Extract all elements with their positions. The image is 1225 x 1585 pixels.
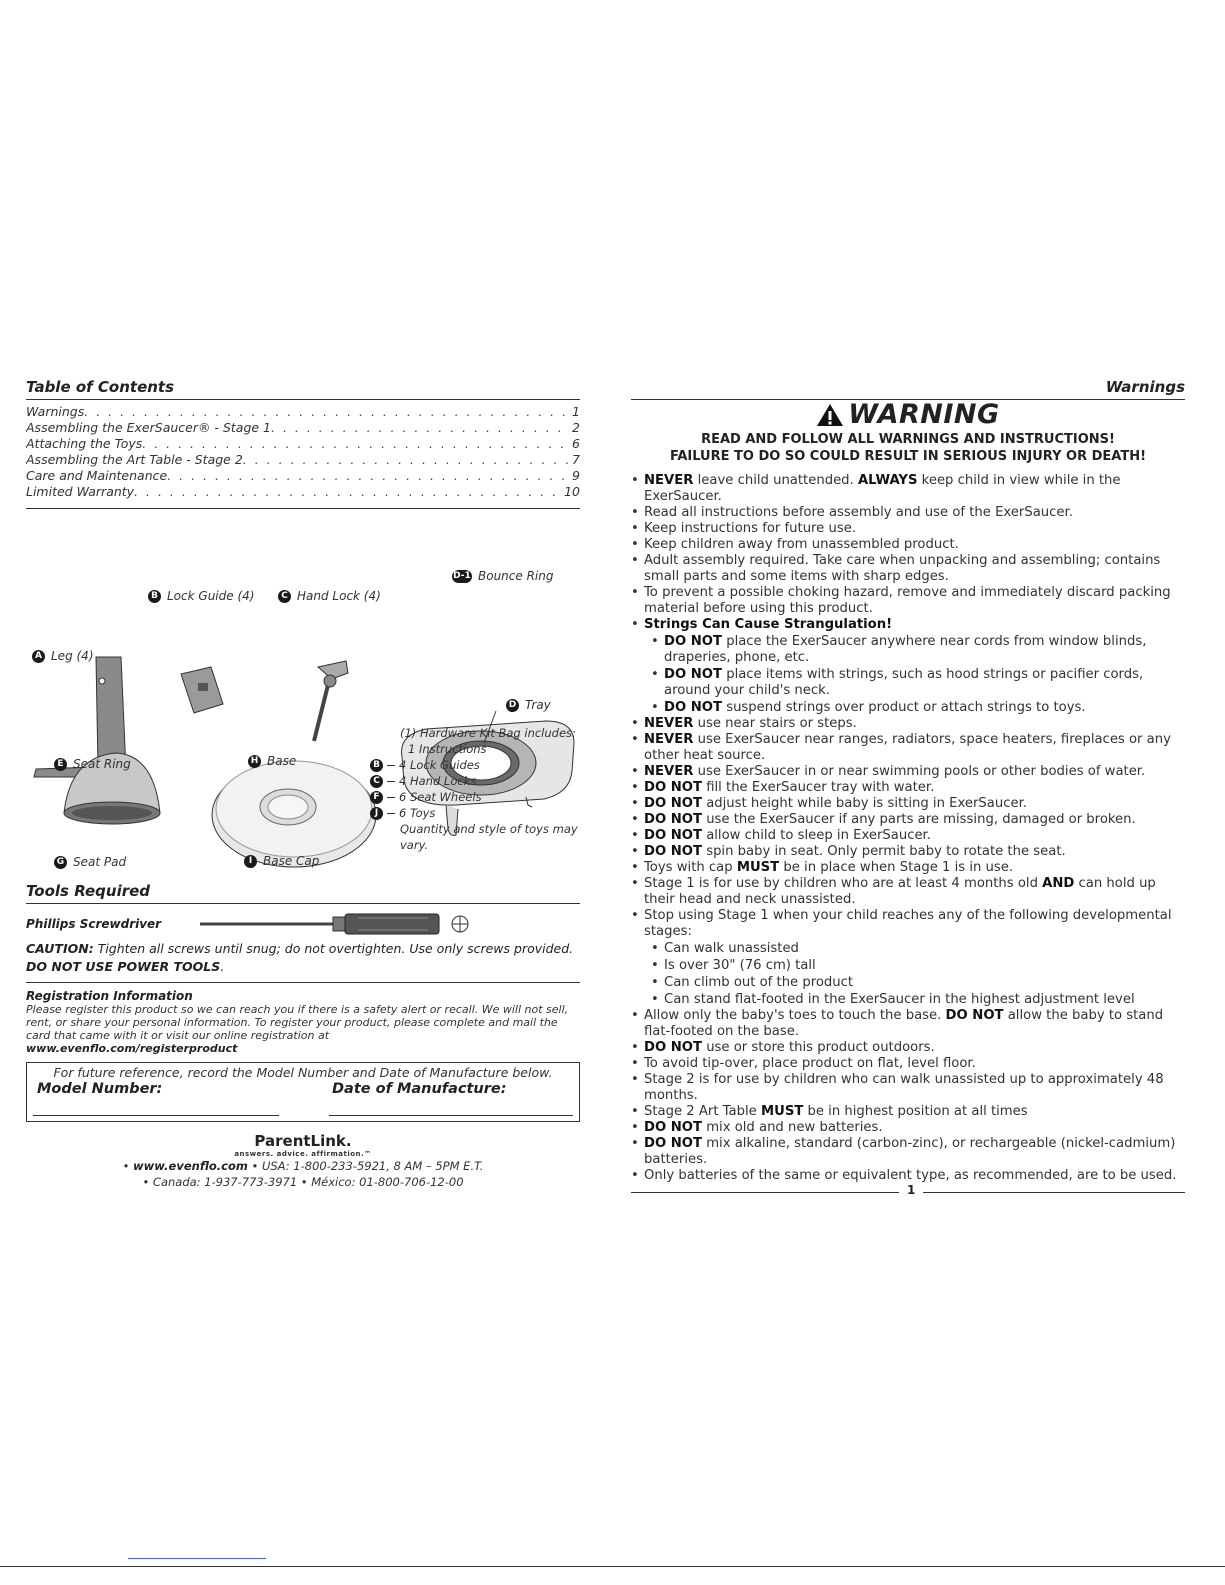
contact-line-2: • Canada: 1-937-773-3971 • México: 01-800-706-12-00 <box>142 1175 464 1189</box>
record-hint: For future reference, record the Model Number and Date of Manufacture below. <box>53 1065 553 1080</box>
warning-item <box>631 844 1185 860</box>
warning-item <box>631 1104 1185 1120</box>
registration-text: Please register this product so we can reach you if there is a safety alert or recall. We will not sell, rent, or share your personal information. To register your product, please complete and mail the card that came with it or visit our online registration at <box>26 1003 569 1042</box>
warning-item <box>631 505 1185 521</box>
badge-d1: D-1 <box>453 570 471 581</box>
part-label-bounce-ring <box>452 569 553 583</box>
warning-text: Toys with cap <box>644 860 737 875</box>
toc-entry[interactable] <box>26 436 580 452</box>
warning-emphasis: DO NOT <box>644 812 702 827</box>
toc-leader <box>84 404 569 420</box>
toc-leader <box>142 436 569 452</box>
warning-header <box>631 400 1185 465</box>
warning-text: Allow only the baby's toes to touch the base. <box>644 1008 946 1023</box>
toc-entry[interactable] <box>26 420 580 436</box>
warning-text: use the ExerSaucer if any parts are missing, damaged or broken. <box>702 812 1136 827</box>
warning-item <box>631 585 1185 617</box>
warning-item <box>631 537 1185 553</box>
badge-b: B <box>148 590 161 603</box>
warning-text: Stage 2 is for use by children who can walk unassisted up to approximately 48 months. <box>644 1072 1164 1103</box>
warning-text: Can walk unassisted <box>664 941 799 956</box>
kit-item <box>370 757 580 773</box>
lock-guide-illustration <box>181 667 223 713</box>
badge-a: A <box>32 650 45 663</box>
caution-note: CAUTION: Tighten all screws until snug; do not overtighten. Use only screws provided. DO NOT USE POWER TOOLS. <box>26 940 580 983</box>
warning-text: fill the ExerSaucer tray with water. <box>702 780 935 795</box>
toc-entry-page: 10 <box>564 484 580 499</box>
warning-text: Keep children away from unassembled product. <box>644 537 959 552</box>
parts-diagram <box>26 509 580 874</box>
warnings-title: Warnings <box>631 378 1185 400</box>
warning-item <box>631 553 1185 585</box>
part-label-lock-guide <box>148 589 254 603</box>
toc-entry-page: 1 <box>572 404 580 419</box>
warning-emphasis: MUST <box>760 1104 804 1119</box>
label-base: Base <box>267 754 297 768</box>
toc-entry-title: Care and Maintenance <box>26 468 168 483</box>
warning-text: place items with strings, such as hood strings or pacifier cords, around your child's neck. <box>664 667 1144 698</box>
registration-link[interactable]: www.evenflo.com/registerproduct <box>26 1042 238 1055</box>
left-column <box>26 378 580 1190</box>
screwdriver-label: Phillips Screwdriver <box>26 917 162 931</box>
warning-text: adjust height while baby is sitting in ExerSaucer. <box>702 796 1027 811</box>
toc-entry[interactable] <box>26 468 580 484</box>
badge-i: I <box>244 855 257 868</box>
warning-item <box>651 700 1185 716</box>
toc-entry-title: Assembling the ExerSaucer® - Stage 1 <box>26 420 271 435</box>
footer <box>26 1132 580 1190</box>
warning-text: can hold up their head and neck unassisted. <box>644 876 1156 907</box>
kit-item-badge: F <box>370 791 383 804</box>
kit-item-badge: J <box>370 807 383 820</box>
warning-item <box>631 1072 1185 1104</box>
page-number: 1 <box>899 1183 923 1197</box>
kit-note: Quantity and style of toys may vary. <box>400 822 578 852</box>
warning-emphasis: DO NOT <box>644 796 702 811</box>
part-label-hand-lock <box>278 589 381 603</box>
kit-items <box>373 757 580 821</box>
warning-emphasis: NEVER <box>644 764 694 779</box>
part-label-base-cap <box>244 854 319 868</box>
warning-text: To prevent a possible choking hazard, remove and immediately discard packing material before using this product. <box>644 585 1171 616</box>
warning-item <box>631 812 1185 828</box>
warning-item <box>631 796 1185 812</box>
warning-text: Keep instructions for future use. <box>644 521 857 536</box>
warning-text: suspend strings over product or attach strings to toys. <box>722 700 1086 715</box>
warning-text: Adult assembly required. Take care when unpacking and assembling; contains small parts and some items with sharp edges. <box>644 553 1161 584</box>
brand-logo: ParentLink. <box>254 1132 352 1150</box>
warning-emphasis: DO NOT <box>644 1136 702 1151</box>
warning-item <box>651 992 1185 1008</box>
kit-item <box>370 789 580 805</box>
badge-g: G <box>54 856 67 869</box>
warning-text: Can climb out of the product <box>664 975 854 990</box>
warning-emphasis: DO NOT <box>644 1120 702 1135</box>
toc-leader <box>134 484 561 500</box>
bottom-link-underline <box>128 1558 266 1559</box>
tool-row <box>26 912 580 936</box>
warning-text: use near stairs or steps. <box>693 716 857 731</box>
brand-tagline: answers. advice. affirmation.™ <box>234 1150 372 1158</box>
warning-text: Only batteries of the same or equivalent type, as recommended, are to be used. <box>644 1168 1177 1183</box>
warning-emphasis: DO NOT <box>644 1040 702 1055</box>
toc-leader <box>167 468 569 484</box>
screwdriver-icon <box>198 912 488 936</box>
warning-emphasis: ALWAYS <box>857 473 918 488</box>
warning-emphasis: NEVER <box>644 716 694 731</box>
warning-emphasis: DO NOT <box>644 828 702 843</box>
right-column <box>631 378 1185 1197</box>
kit-item-text: 4 Lock Guides <box>399 758 480 772</box>
tools-title: Tools Required <box>26 882 580 904</box>
label-base-cap: Base Cap <box>263 854 320 868</box>
warning-emphasis: DO NOT <box>664 667 722 682</box>
toc-entry[interactable] <box>26 484 580 500</box>
warning-item <box>631 521 1185 537</box>
warning-item <box>631 1136 1185 1168</box>
toc-entry-title: Attaching the Toys <box>26 436 143 451</box>
warning-item <box>631 764 1185 780</box>
warning-text: allow child to sleep in ExerSaucer. <box>702 828 931 843</box>
part-label-seat-pad <box>54 855 126 869</box>
warning-text: keep child in view while in the ExerSaucer. <box>644 473 1121 504</box>
badge-d: D <box>506 699 519 712</box>
warnings-list <box>631 473 1185 1184</box>
label-seat-ring: Seat Ring <box>73 757 131 771</box>
warning-text: mix alkaline, standard (carbon-zinc), or rechargeable (nickel-cadmium) batteries. <box>644 1136 1176 1167</box>
warning-text: allow the baby to stand flat-footed on the base. <box>644 1008 1164 1039</box>
warning-emphasis: DO NOT <box>664 634 722 649</box>
warning-item <box>631 473 1185 505</box>
part-label-leg <box>32 649 94 663</box>
warning-item <box>631 1040 1185 1056</box>
warning-text: place the ExerSaucer anywhere near cords from window blinds, draperies, phone, etc. <box>664 634 1147 665</box>
warning-item <box>651 667 1185 699</box>
warning-emphasis: Strings Can Cause Strangulation! <box>644 617 893 632</box>
kit-item-text: 6 Seat Wheels <box>399 790 482 804</box>
label-hand-lock: Hand Lock (4) <box>297 589 381 603</box>
badge-h: H <box>248 755 261 768</box>
warning-banner <box>816 399 1000 430</box>
badge-e: E <box>54 758 67 771</box>
warning-text: Stage 1 is for use by children who are at least 4 months old <box>644 876 1043 891</box>
warning-item <box>631 828 1185 844</box>
label-seat-pad: Seat Pad <box>73 855 127 869</box>
warning-text: Read all instructions before assembly and use of the ExerSaucer. <box>644 505 1073 520</box>
warning-item <box>631 617 1185 633</box>
kit-item-badge: C <box>370 775 383 788</box>
warning-emphasis: MUST <box>736 860 780 875</box>
warning-text: Stage 2 Art Table <box>644 1104 761 1119</box>
no-power-tools: DO NOT USE POWER TOOLS <box>26 959 221 974</box>
label-lock-guide: Lock Guide (4) <box>167 589 255 603</box>
toc-entry-title: Limited Warranty <box>26 484 135 499</box>
warning-text: use ExerSaucer near ranges, radiators, space heaters, fireplaces or any other heat source. <box>644 732 1171 763</box>
warning-text: leave child unattended. <box>693 473 858 488</box>
warning-text: spin baby in seat. Only permit baby to rotate the seat. <box>702 844 1066 859</box>
warning-text: mix old and new batteries. <box>702 1120 883 1135</box>
warning-emphasis: NEVER <box>644 473 694 488</box>
toc-entry[interactable] <box>26 404 580 420</box>
warning-item <box>631 1120 1185 1136</box>
base-illustration <box>212 761 376 867</box>
warning-text: To avoid tip-over, place product on flat, level floor. <box>644 1056 976 1071</box>
warning-text: use ExerSaucer in or near swimming pools or other bodies of water. <box>693 764 1146 779</box>
caution-label: CAUTION: <box>26 941 94 956</box>
warning-item <box>631 716 1185 732</box>
label-leg: Leg (4) <box>51 649 94 663</box>
warning-emphasis: DO NOT <box>664 700 722 715</box>
toc-title: Table of Contents <box>26 378 580 400</box>
toc-entry[interactable] <box>26 452 580 468</box>
table-of-contents <box>26 400 580 509</box>
warning-item <box>631 1008 1185 1040</box>
date-manufacture-label: Date of Manufacture: <box>332 1081 507 1097</box>
toc-entry-page: 2 <box>572 420 580 435</box>
warning-emphasis: NEVER <box>644 732 694 747</box>
label-bounce-ring: Bounce Ring <box>478 569 554 583</box>
record-box <box>26 1062 580 1122</box>
kit-item <box>370 805 580 821</box>
usa-phone: USA: 1-800-233-5921, 8 AM – 5PM E.T. <box>261 1159 484 1173</box>
hand-lock-illustration <box>314 661 348 741</box>
warning-sub-1: READ AND FOLLOW ALL WARNINGS AND INSTRUCTIONS! <box>701 432 1115 447</box>
toc-entry-title: Warnings <box>26 404 85 419</box>
kit-item-badge: B <box>370 759 383 772</box>
warning-item <box>631 860 1185 876</box>
hardware-kit <box>373 725 580 853</box>
warning-emphasis: DO NOT <box>945 1008 1004 1023</box>
toc-leader <box>271 420 569 436</box>
model-number-field[interactable] <box>33 1115 279 1116</box>
warning-text: be in highest position at all times <box>803 1104 1028 1119</box>
warning-triangle-icon <box>816 403 844 427</box>
kit-item-text: 6 Toys <box>399 806 436 820</box>
toc-entry-title: Assembling the Art Table - Stage 2 <box>26 452 243 467</box>
warning-text: Stop using Stage 1 when your child reaches any of the following developmental stages: <box>644 908 1172 939</box>
warning-item <box>651 941 1185 957</box>
warning-item <box>631 876 1185 908</box>
toc-entry-page: 9 <box>572 468 580 483</box>
toc-entry-page: 6 <box>572 436 580 451</box>
warning-sub-2: FAILURE TO DO SO COULD RESULT IN SERIOUS INJURY OR DEATH! <box>669 449 1147 464</box>
model-number-label: Model Number: <box>37 1081 163 1097</box>
warning-text: Is over 30" (76 cm) tall <box>664 958 816 973</box>
warning-item <box>651 634 1185 666</box>
bottom-rule <box>0 1566 1225 1567</box>
registration-title: Registration Information <box>26 989 193 1003</box>
warning-item <box>631 1056 1185 1072</box>
warning-text: use or store this product outdoors. <box>702 1040 935 1055</box>
part-label-base <box>248 754 296 768</box>
badge-c: C <box>278 590 291 603</box>
warning-item <box>631 732 1185 764</box>
date-manufacture-field[interactable] <box>329 1115 573 1116</box>
part-label-seat-ring <box>54 757 131 771</box>
kit-item-text: 4 Hand Locks <box>399 774 477 788</box>
warning-item <box>631 1168 1185 1184</box>
toc-leader <box>243 452 569 468</box>
warning-item <box>651 975 1185 991</box>
warning-word: WARNING <box>848 399 1000 430</box>
contact-line-1: • www.evenflo.com • USA: 1-800-233-5921, 8 AM – 5PM E.T. <box>122 1159 484 1173</box>
warning-item <box>631 780 1185 796</box>
intl-phones: Canada: 1-937-773-3971 • México: 01-800-706-12-00 <box>152 1175 464 1189</box>
warning-item <box>631 908 1185 940</box>
warning-emphasis: AND <box>1042 876 1075 891</box>
label-tray: Tray <box>525 698 551 712</box>
caution-text: Tighten all screws until snug; do not overtighten. Use only screws provided. <box>97 941 574 956</box>
kit-instructions: 1 Instructions <box>408 742 487 756</box>
part-label-tray <box>506 698 551 712</box>
warning-text: Can stand flat-footed in the ExerSaucer in the highest adjustment level <box>664 992 1135 1007</box>
page-number-bar <box>631 1183 1185 1197</box>
warning-emphasis: DO NOT <box>644 844 702 859</box>
website-link[interactable]: www.evenflo.com <box>133 1159 248 1173</box>
warning-emphasis: DO NOT <box>644 780 702 795</box>
toc-entry-page: 7 <box>572 452 580 467</box>
kit-item <box>370 773 580 789</box>
kit-heading: (1) Hardware Kit Bag includes: <box>400 726 576 740</box>
warning-item <box>651 958 1185 974</box>
warning-text: be in place when Stage 1 is in use. <box>779 860 1014 875</box>
